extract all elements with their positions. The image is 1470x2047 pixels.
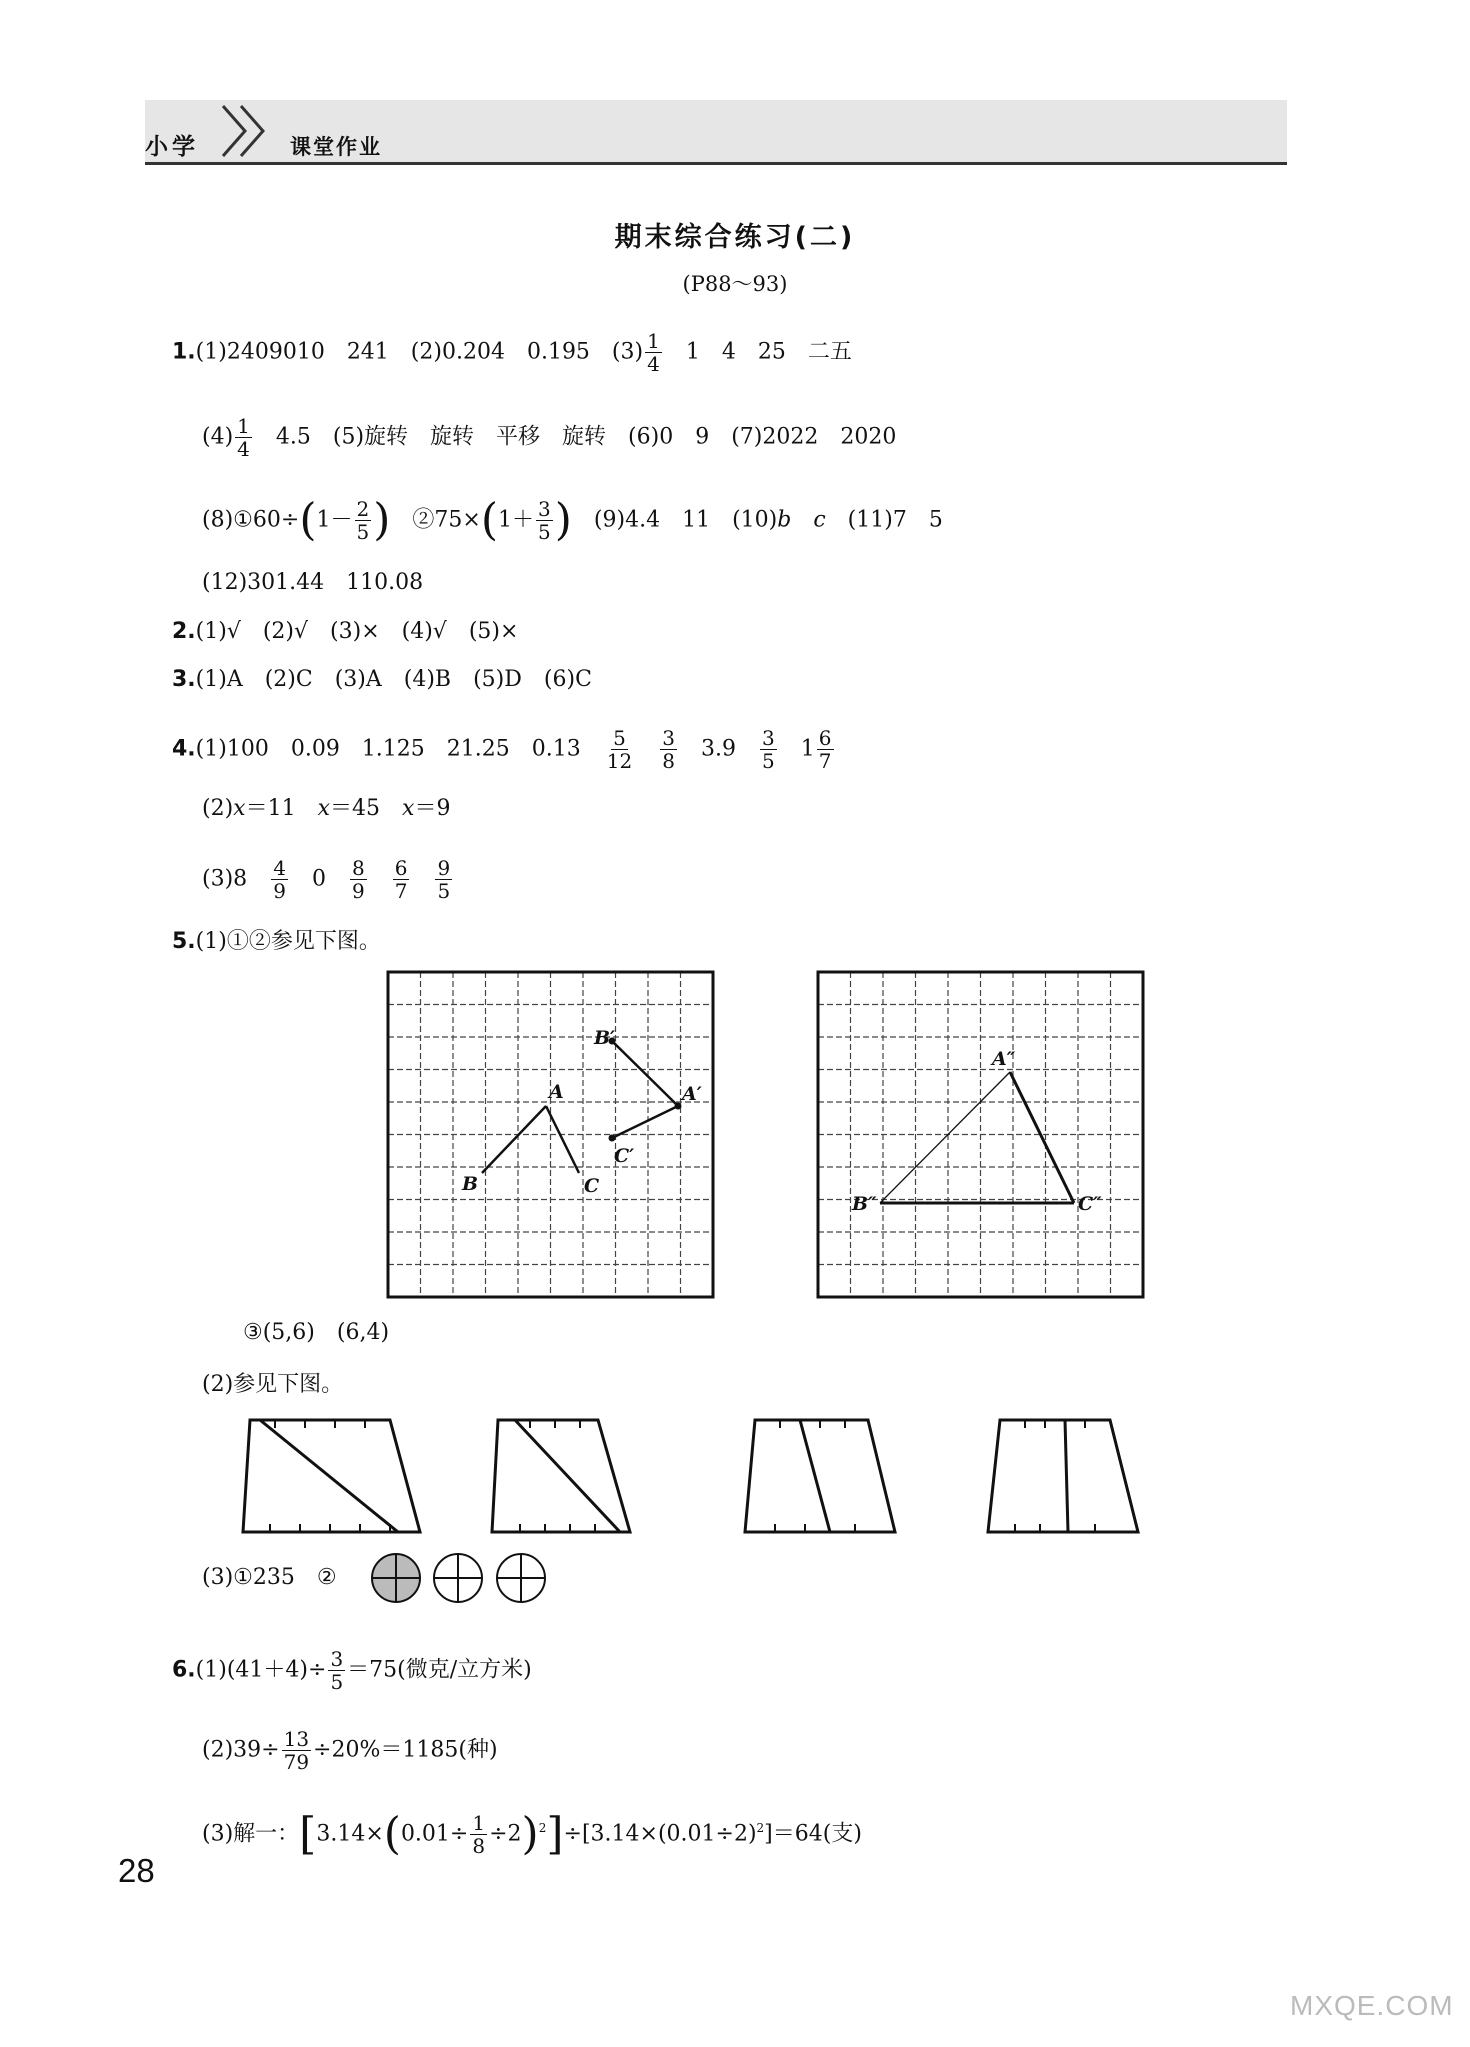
q6-l3-g: ]＝64(支)	[764, 1821, 862, 1847]
q5-line4: (3)①235 ②	[202, 1565, 337, 1590]
denominator: 9	[351, 879, 365, 903]
q4-line2	[202, 794, 450, 824]
page-number: 28	[118, 1852, 155, 1889]
var-x: x	[233, 796, 246, 821]
q1-l2-pre: (4)	[202, 424, 234, 450]
fraction	[235, 415, 252, 460]
trapezoid-1	[243, 1420, 420, 1532]
q1-line4: (12)301.44 110.08	[202, 570, 424, 595]
denominator: 9	[273, 879, 286, 903]
cut-line-1	[260, 1420, 398, 1532]
circle-figures	[368, 1550, 558, 1606]
grid-figure-1	[386, 970, 716, 1300]
q6-line3	[202, 1808, 862, 1860]
label-ap: A′	[682, 1083, 702, 1105]
numerator: 6	[394, 856, 408, 880]
fraction	[328, 1648, 345, 1693]
denominator: 5	[437, 879, 451, 903]
q6-l1-b: ＝75(微克/立方米)	[347, 1657, 532, 1683]
q4-line3	[202, 857, 454, 902]
denominator: 5	[762, 749, 775, 773]
q4-l1: (1)100 0.09 1.125 21.25 0.13	[195, 736, 581, 762]
q5-line3: (2)参见下图。	[202, 1372, 344, 1397]
numerator: 1	[472, 1811, 486, 1835]
q4-whole: 1	[800, 736, 815, 762]
q1-l3-a: (8)①60÷	[202, 507, 300, 533]
denominator: 7	[394, 879, 408, 903]
var-b: b	[777, 507, 792, 533]
label-b: B	[462, 1173, 479, 1195]
q2-number: 2.	[172, 619, 196, 644]
q1-l2-tail: 4.5 (5)旋转 旋转 平移 旋转 (6)0 9 (7)2022 2020	[253, 424, 897, 450]
denominator: 4	[237, 437, 250, 461]
q1-line1	[172, 330, 852, 375]
bracket-open: [	[299, 1808, 317, 1860]
numerator: 5	[613, 726, 626, 750]
numerator: 2	[356, 497, 370, 521]
q1-l3-e: (9)4.4 11 (10)	[571, 507, 778, 533]
q4-l2-pre: (2)	[202, 796, 234, 821]
q5-number: 5.	[172, 929, 196, 954]
numerator: 1	[647, 329, 660, 353]
numerator: 8	[351, 856, 365, 880]
numerator: 1	[237, 414, 250, 438]
paren-close: )	[554, 494, 572, 546]
header-right: 课堂作业	[290, 135, 382, 159]
denominator: 79	[283, 1750, 310, 1774]
q4-l2-a: ＝11	[245, 796, 296, 821]
grid-lines	[818, 972, 1143, 1297]
fraction	[393, 857, 410, 902]
q6-l3-a: (3)解一：	[202, 1821, 300, 1847]
q3-number: 3.	[172, 667, 196, 692]
denominator: 5	[330, 1670, 344, 1694]
numerator: 3	[538, 497, 551, 521]
fraction	[355, 498, 372, 543]
page-subtitle: (P88～93)	[682, 272, 788, 296]
fraction	[660, 727, 677, 772]
denominator: 12	[606, 749, 633, 773]
numerator: 3	[762, 726, 775, 750]
q5-line1	[172, 927, 381, 957]
fraction	[645, 330, 662, 375]
numerator: 3	[662, 726, 675, 750]
var-x: x	[402, 796, 415, 821]
bracket-close: ]	[546, 1808, 564, 1860]
trapezoid-figures	[230, 1410, 1200, 1550]
fraction	[536, 498, 553, 543]
cut-line-3	[800, 1420, 830, 1532]
paren-close: )	[521, 1808, 539, 1860]
segment-apcp	[612, 1106, 678, 1138]
q2-line	[172, 617, 518, 647]
exponent: 2	[538, 1821, 547, 1836]
paren-open: (	[383, 1808, 401, 1860]
denominator: 5	[356, 520, 370, 544]
q2-text: (1)√ (2)√ (3)× (4)√ (5)×	[195, 619, 519, 644]
exponent: 2	[756, 1821, 765, 1836]
q6-l3-b: 3.14×	[316, 1821, 384, 1847]
label-a2: A″	[992, 1048, 1016, 1070]
paren-open: (	[299, 494, 317, 546]
q6-line1	[172, 1648, 532, 1693]
numerator: 6	[818, 726, 832, 750]
segment-a2b2	[880, 1072, 1010, 1203]
trapezoid-2	[492, 1420, 630, 1532]
grid-lines	[388, 972, 713, 1297]
fraction	[282, 1728, 311, 1773]
watermark: MXQE.COM	[1290, 1990, 1454, 2021]
segment-ab	[482, 1106, 546, 1173]
q6-l2-b: ÷20%＝1185(种)	[313, 1737, 498, 1763]
point-cp	[609, 1135, 616, 1142]
label-a: A	[549, 1081, 564, 1103]
cut-line-4	[1065, 1420, 1068, 1532]
numerator: 3	[330, 1647, 344, 1671]
fraction	[817, 727, 834, 772]
chevron-icon	[215, 100, 285, 162]
numerator: 9	[437, 856, 451, 880]
label-bp: B′	[594, 1027, 616, 1049]
fraction	[350, 857, 367, 902]
q6-l3-e: ÷[3.14×(0.01÷2)	[563, 1821, 757, 1847]
q4-l2-c: ＝9	[414, 796, 451, 821]
q4-l3-pre: (3)8	[202, 866, 248, 892]
grid-figure-2	[816, 970, 1146, 1300]
q1-line3	[202, 494, 943, 546]
label-c: C	[584, 1175, 600, 1197]
q4-l2-b: ＝45	[330, 796, 381, 821]
paren-close: )	[373, 494, 391, 546]
q6-l3-d: ÷2	[489, 1821, 522, 1847]
q1-l1: (1)2409010 241 (2)0.204 0.195 (3)	[195, 339, 644, 365]
denominator: 8	[662, 749, 675, 773]
q1-line2	[202, 415, 896, 460]
q6-number: 6.	[172, 1657, 196, 1683]
fraction	[605, 727, 634, 772]
var-c: c	[813, 507, 826, 533]
q1-l3-d: 1＋	[498, 507, 535, 533]
numerator: 4	[273, 856, 286, 880]
denominator: 8	[472, 1834, 486, 1858]
q1-l3-c: ②75×	[390, 507, 481, 533]
header-left: 小学	[145, 134, 199, 160]
denominator: 5	[538, 520, 551, 544]
q1-l3-b: 1－	[316, 507, 353, 533]
q1-number: 1.	[172, 339, 196, 365]
q3-line	[172, 665, 592, 695]
trapezoid-3	[745, 1420, 895, 1532]
fraction	[470, 1812, 487, 1857]
q4-line1	[172, 727, 836, 772]
q4-mid: 3.9	[701, 736, 736, 762]
q1-l1-tail: 1 4 25 二五	[663, 339, 852, 365]
segment-apbp	[612, 1041, 678, 1106]
q6-l2-a: (2)39÷	[202, 1737, 280, 1763]
segment-a2c2	[1010, 1072, 1074, 1203]
q6-l1-a: (1)(41＋4)÷	[195, 1657, 327, 1683]
q6-l3-c: 0.01÷	[400, 1821, 469, 1847]
point-ap	[675, 1103, 682, 1110]
q5-l1: (1)①②参见下图。	[195, 929, 381, 954]
fraction	[435, 857, 452, 902]
page-title: 期末综合练习(二)	[614, 222, 856, 253]
numerator: 13	[283, 1727, 310, 1751]
q4-zero: 0	[311, 866, 326, 892]
fraction	[271, 857, 288, 902]
q4-number: 4.	[172, 736, 196, 762]
label-c2: C″	[1078, 1193, 1102, 1215]
q6-line2	[202, 1728, 498, 1773]
q3-text: (1)A (2)C (3)A (4)B (5)D (6)C	[195, 667, 592, 692]
denominator: 4	[647, 352, 660, 376]
q1-l3-f: (11)7 5	[825, 507, 943, 533]
paren-open: (	[480, 494, 499, 546]
q5-line2: ③(5,6) (6,4)	[243, 1320, 390, 1345]
label-cp: C′	[614, 1145, 635, 1167]
denominator: 7	[818, 749, 832, 773]
label-b2: B″	[852, 1193, 877, 1215]
fraction	[760, 727, 777, 772]
trapezoid-4	[988, 1420, 1138, 1532]
var-x: x	[317, 796, 331, 821]
